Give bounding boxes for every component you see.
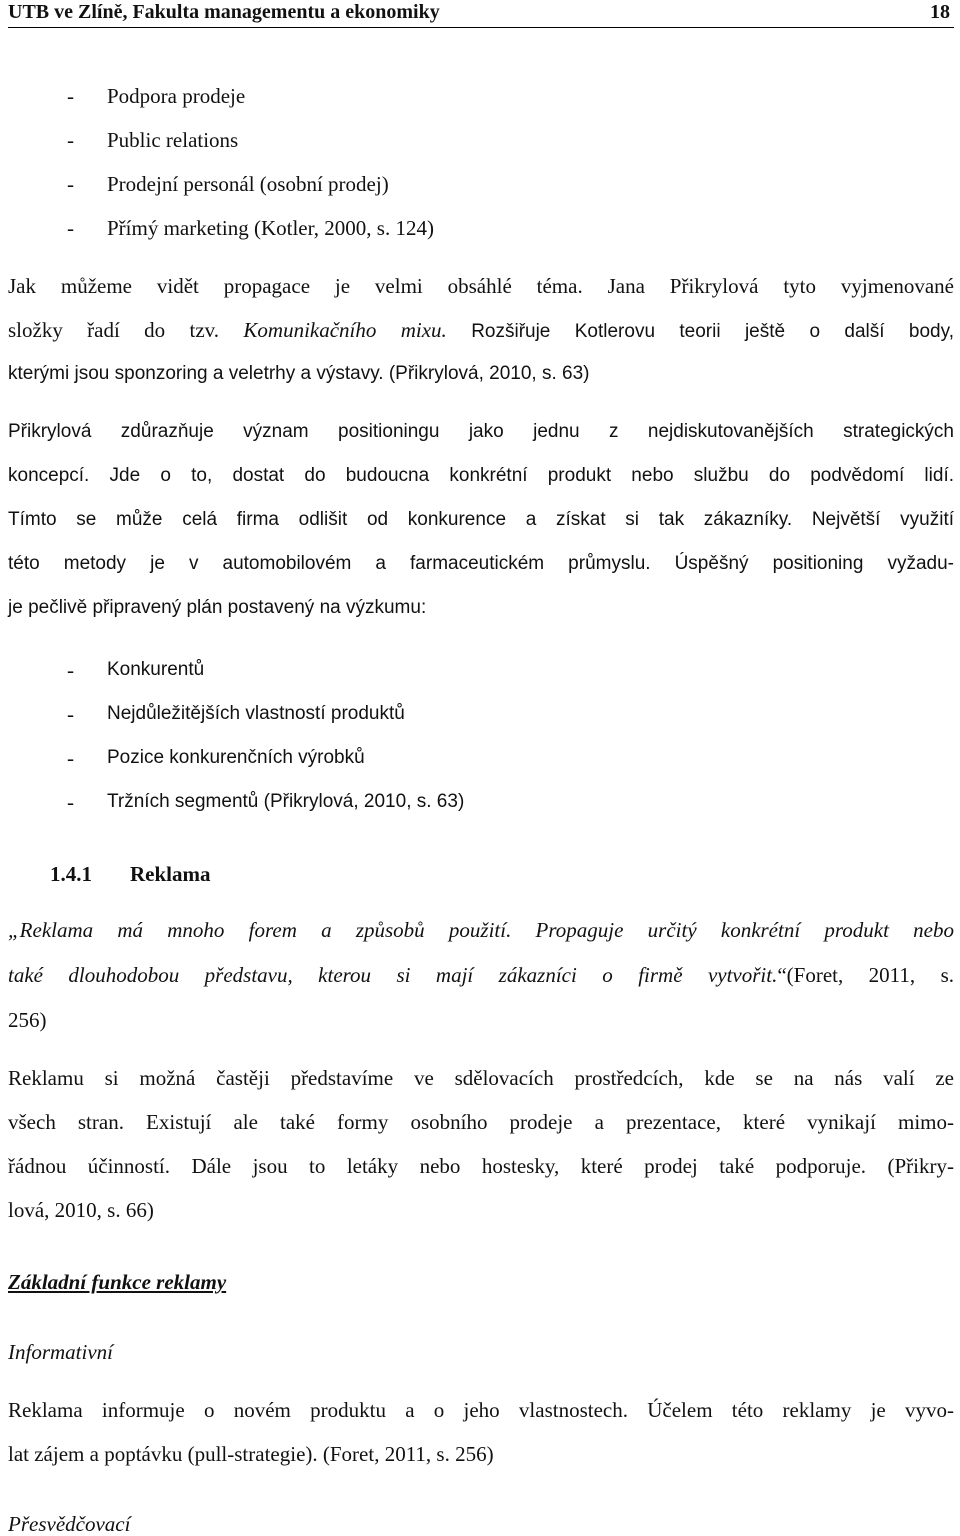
paragraph-line: je pečlivě připravený plán postavený na výzkumu:	[8, 597, 427, 618]
paragraph-line: Reklamu si možná častěji představíme ve sdělovacích prostředcích, kde se na nás valí ze	[8, 1066, 954, 1090]
paragraph-line: Reklama informuje o novém produktu a o jeho vlastnostech. Účelem této reklamy je vyvo-	[8, 1398, 954, 1422]
paragraph-line: lat zájem a poptávku (pull-strategie). (Foret, 2011, s. 256)	[8, 1442, 494, 1466]
section-number: 1.4.1	[50, 862, 92, 886]
paragraph-line: koncepcí. Jde o to, dostat do budoucna konkrétní produkt nebo službu do podvědomí lidí.	[8, 465, 954, 486]
paragraph-line: řádnou účinností. Dále jsou to letáky nebo hostesky, které prodej také podporuje. (Přikry-	[8, 1154, 954, 1178]
paragraph-line: lová, 2010, s. 66)	[8, 1198, 154, 1222]
paragraph-line: kterými jsou sponzoring a veletrhy a výstavy. (Přikrylová, 2010, s. 63)	[8, 363, 590, 384]
function-title: Přesvědčovací	[8, 1512, 131, 1536]
function-title: Informativní	[8, 1340, 113, 1364]
quote-line: také dlouhodobou představu, kterou si mají zákazníci o firmě vytvořit.“(Foret, 2011, s.	[8, 963, 954, 987]
page-header	[8, 0, 954, 28]
subheading: Základní funkce reklamy	[8, 1270, 227, 1294]
header-title: UTB ve Zlíně, Fakulta managementu a ekonomiky	[8, 1, 440, 23]
quote-line: 256)	[8, 1008, 47, 1032]
page-number: 18	[930, 1, 950, 23]
paragraph-line: Jak můžeme vidět propagace je velmi obsáhlé téma. Jana Přikrylová tyto vyjmenované	[8, 274, 954, 298]
section-title: Reklama	[130, 862, 211, 886]
paragraph-line: všech stran. Existují ale také formy osobního prodeje a prezentace, které vynikají mimo-	[8, 1110, 954, 1134]
italic-term: Komunikačního mixu.	[243, 318, 447, 342]
quote-line: „Reklama má mnoho forem a způsobů použití. Propaguje určitý konkrétní produkt nebo	[8, 918, 954, 942]
paragraph-line: této metody je v automobilovém a farmaceutickém průmyslu. Úspěšný positioning vyžadu-	[8, 553, 954, 574]
paragraph-line: složky řadí do tzv. Komunikačního mixu. Rozšiřuje Kotlerovu teorii ještě o další body,	[8, 318, 954, 342]
paragraph-line: Tímto se může celá firma odlišit od konkurence a získat si tak zákazníky. Největší využití	[8, 509, 954, 530]
paragraph-line: Přikrylová zdůrazňuje význam positioningu jako jednu z nejdiskutovanějších strategických	[8, 421, 954, 442]
